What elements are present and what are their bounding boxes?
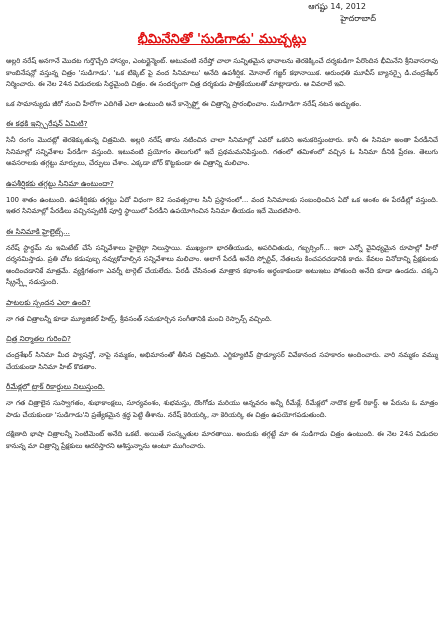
release-place: హైదరాబాద్: [340, 14, 376, 23]
section-answer: చంద్రశేఖర్ సినిమా మీద ప్యాషన్తో, నాపై నమ్మకం, అభిమానంతో తీసిన చిత్రమిది. ఎగ్జిక్యూటివ్ ప్రొడ్యూసర్ వివేకానంద సహకారం అందించారు. వారి నమ్మకం వమ్ము చేయకుండా సినిమా హిట్ కొడతాం.: [6, 351, 438, 371]
section-answer: సినీ రంగం మొదట్లో తెరకెక్కుతున్న చిత్రమిది. అల్లరి నరేష్ తాను నటించిన చాలా సినిమాల్లో ఎవరో ఒకరిని అనుకరిస్తుంటారు. కానీ ఈ సినిమా అంతా పేరడీనిచే సినిమాల్లో సన్నివేశాల పేరడీగా వస్తుంది. ఇటువంటి ప్రయోగం తెలుగులో ఇదే ప్రథమమనిపిస్తుంది. గతంలో తమిళంలో వచ్చిన ఓ సినిమా దీనికి ప్రేరణ. తెలుగు అవసరాలకు తగ్గట్టు మార్పులు, చేర్పులు చేశాం. ఎక్కడా బోర్ కొట్టకుండా ఈ చిత్రాన్ని మలిచాం.: [6, 136, 438, 167]
page-title: భీమినేనితో 'సుడిగాడు' ముచ్చట్లు: [137, 32, 307, 47]
section-question: ఈ సినిమాకి హైలైట్స్...: [6, 226, 71, 236]
release-date: ఆగష్టు 14, 2012: [308, 2, 366, 11]
section-answer: నా గత చిత్రాలన్నీ కూడా మ్యూజికల్ హిట్స్. శ్రీవసంత్ సమకూర్చిన సంగీతానికి మంచి రెస్పాన్స్ వచ్చింది.: [6, 314, 272, 323]
section-question: పాటలకు స్పందన ఎలా ఉంది?: [6, 297, 91, 307]
section-answer: నా గత చిత్రాలైన సుస్వాగతం, శుభాకాంక్షలు, సూర్యవంశం, శుభమస్తు, దొంగోడు మరియు అన్నవరం అన్నీ రీమేక్లే. రీమేక్లలో నాదొక ట్రాక్ రికార్డ్. ఆ పేరును ఓ మాత్రం పాడు చేయకుండా 'సుడిగాడు'ని ప్రత్యేకమైన శ్రద్ధ పెట్టి తీశాను. నరేష్ కెరియర్కి, నా కెరియర్కి ఈ చిత్రం ఉపయోగపడుతుంది.: [6, 399, 438, 419]
section-answer: నరేష్ స్టార్డమ్ ను ఇమిటేట్ చేసే సన్నివేశాలు హైలైట్గా నిలుస్తాయి. ముఖ్యంగా భారతీయుడు, అపరిచితుడు, గబ్బర్సింగ్... ఇలా ఎన్నో వైవిధ్యమైన రూపాల్లో హీరో దర్శనమిస్తాడు. ప్రతి చోట కడుపుబ్బ నవ్వుకోవాల్సిన సన్నివేశాలు మలిచాం. అలాగే పేరడీ అనేది స్పోర్టివ్, నేతలను కించపరచడానికి కాదు. కేవలం వినోదాన్ని ప్రేక్షకులకు అందించడానికే మాత్రమే. వ్యక్తిగతంగా ఎవర్నీ టార్గెట్ చేయలేదు. పేరడీ చేసినంత మాత్రాన కథాంశం అర్థంకాకుండా అటుఇటు పోతుంది అనేది కూడా ఉండదు. చక్కని స్క్రీన్ప్లే నడుస్తుంది.: [6, 243, 438, 286]
section-question: చిత్ర నిర్మాతల గురించి?: [6, 334, 71, 343]
intro-paragraph: అల్లరి నరేష్ అనగానే మొదట గుర్తొచ్చేది హాస్యం, ఎంటర్టైన్మెంట్. అటువంటి నరేష్తో చాలా సున్నితమైన భావాలను తెరకెక్కించే దర్శకుడిగా పేరొందిన భీమినేని శ్రీనివాసరావు కాంబినేషన్లో వస్తున్న చిత్రం 'సుడిగాడు'. 'ఒక టిక్కెట్ పై వంద సినిమాలు' అనేది ఉపశీర్షిక. మోనాల్ గజ్జర్ కథానాయిక. అరుంధతి మూవీస్ బ్యానర్పై డి.చంద్రశేఖర్ నిర్మించారు. ఈ నెల 24న విడుదలకు సిద్ధమైంది చిత్రం. ఈ సందర్భంగా చిత్ర దర్శకుడు పాత్రికేయులతో మాట్లాడారు. ఆ వివరాలే ఇవి.: [6, 57, 438, 88]
intro-paragraph: ఒక సామాన్యుడు జీరో నుంచి హీరోగా ఎదిగితే ఎలా ఉంటుంది అనే కాన్సెప్ట్తో ఈ చిత్రాన్ని ప్రారంభించాం. సుడిగాడిగా నరేష్ నటన అద్భుతం.: [6, 99, 362, 108]
section-answer: 100 శాతం ఉంటుంది. ఉపశీర్షికకు తగ్గట్టు ఏదో విధంగా 82 సంవత్సరాల సినీ ప్రస్థానంలో... వంద సినిమాలకు సంబంధించిన ఏదో ఒక అంశం ఈ పేరడీల్లో వస్తుంది. ఇతర సినిమాల్లో పేరడీలు వచ్చినప్పటికీ పూర్తి స్థాయిలో పేరడీని ఉపయోగించిన సినిమా తీయడం ఇదే మొదటిసారి.: [6, 195, 438, 215]
section-question: ఈ కథకి ఇన్స్పిరేషన్ ఏమిటి?: [6, 119, 88, 128]
article-body: [6, 56, 438, 460]
section-question: రీమేక్లలో ట్రాక్ రికార్డులు నిలుస్తుంది.: [6, 382, 105, 391]
closing-paragraph: దక్షిణాది భాషా చిత్రాలన్నీ సెంటిమెంట్ అనేది ఒకటే. అయితే సంస్కృతుల మారతాయి. అందుకు తగ్గట్టే మా ఈ సుడిగాడు చిత్రం ఉంటుంది. ఈ నెల 24న విడుదల కానున్న మా చిత్రాన్ని ప్రేక్షకులు ఆదరిస్తారని ఆశిస్తున్నాను అంటూ ముగించారు.: [6, 430, 438, 450]
section-question: ఉపశీర్షికకు తగ్గట్టు సినిమా ఉంటుందా?: [6, 178, 114, 188]
